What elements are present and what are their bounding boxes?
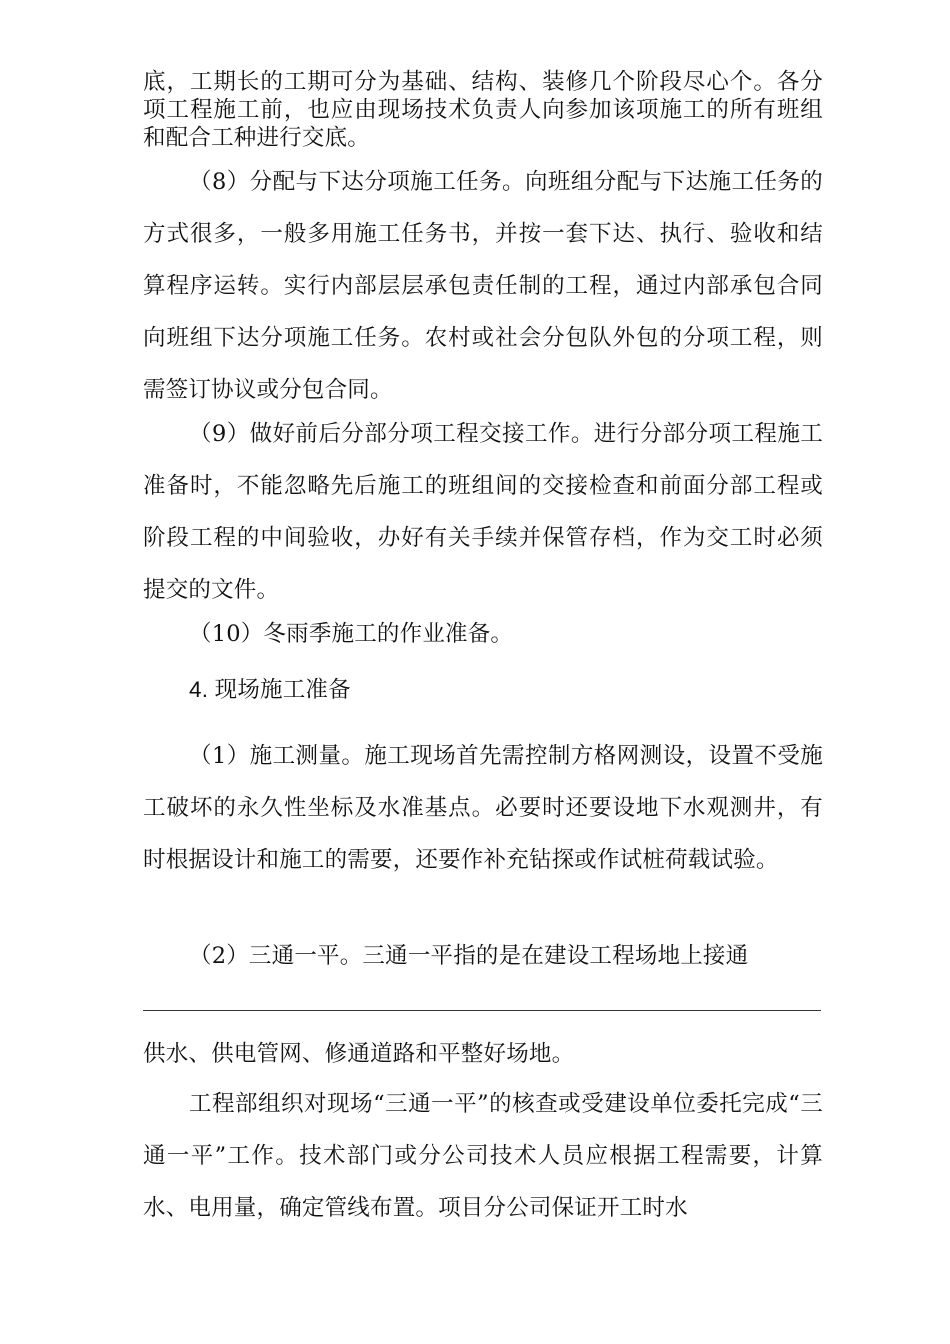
paragraph-continuation: 底，工期长的工期可分为基础、结构、装修几个阶段尽心个。各分项工程施工前，也应由现场技术负责人向参加该项施工的所有班组和配合工种进行交底。 [143, 69, 823, 151]
page-divider [143, 1010, 821, 1011]
paragraph-item-10: （10）冬雨季施工的作业准备。 [189, 621, 514, 647]
section-heading-4: 4. 现场施工准备 [189, 677, 351, 702]
paragraph-item-1: （1）施工测量。施工现场首先需控制方格网测设，设置不受施工破坏的永久性坐标及水准基点。必要时还要设地下水观测井，有时根据设计和施工的需要，还要作补充钻探或作试桩荷载试验。 [143, 743, 823, 873]
paragraph-site-check: 工程部组织对现场“三通一平”的核查或受建设单位委托完成“三通一平”工作。技术部门或分公司技术人员应根据工程需要，计算水、电用量，确定管线布置。项目分公司保证开工时水 [143, 1091, 823, 1221]
paragraph-item-8: （8）分配与下达分项施工任务。向班组分配与下达施工任务的方式很多，一般多用施工任务书，并按一套下达、执行、验收和结算程序运转。实行内部层层承包责任制的工程，通过内部承包合同向班组下达分项施工任务。农村或社会分包队外包的分项工程，则需签订协议或分包合同。 [143, 169, 823, 403]
paragraph-item-9: （9）做好前后分部分项工程交接工作。进行分部分项工程施工准备时，不能忽略先后施工的班组间的交接检查和前面分部工程或阶段工程的中间验收，办好有关手续并保管存档，作为交工时必须提交的文件。 [143, 421, 823, 603]
paragraph-item-2: （2）三通一平。三通一平指的是在建设工程场地上接通 [189, 943, 749, 969]
paragraph-continued: 供水、供电管网、修通道路和平整好场地。 [143, 1041, 575, 1067]
